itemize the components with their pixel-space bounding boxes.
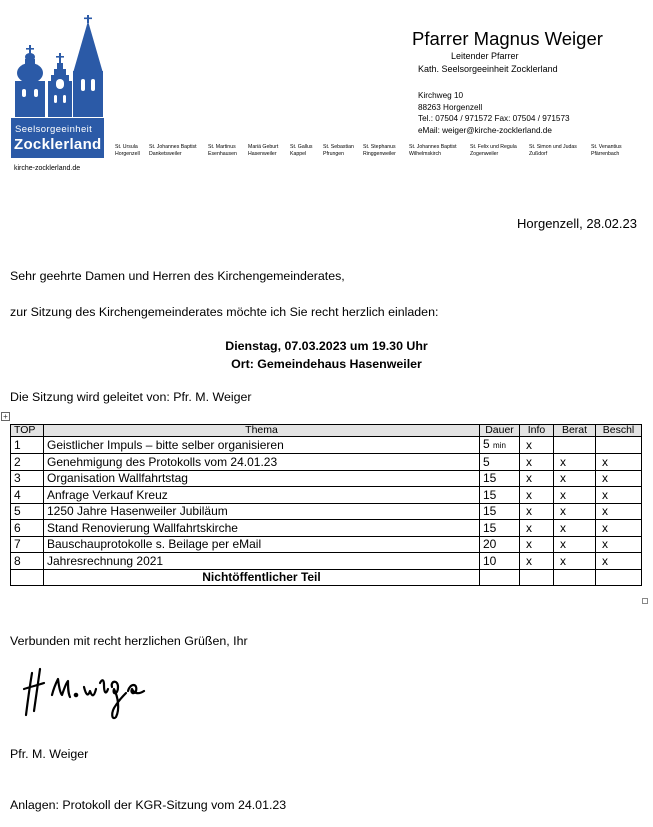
sender-email[interactable]: eMail: weiger@kirche-zocklerland.de	[418, 126, 552, 135]
row-beschl: x	[596, 470, 642, 487]
row-berat: x	[554, 536, 596, 553]
row-beschl	[596, 437, 642, 454]
table-move-handle[interactable]: +	[1, 412, 10, 421]
chair-text: Die Sitzung wird geleitet von: Pfr. M. Weiger	[10, 390, 252, 404]
parish-item: St. Stephanus Ringgenweiler	[363, 144, 396, 157]
signature-name: Pfr. M. Weiger	[10, 747, 89, 761]
parish-item: St. Felix und Regula Zogenweiler	[470, 144, 517, 157]
row-thema: Jahresrechnung 2021	[44, 553, 480, 570]
row-beschl: x	[596, 520, 642, 537]
row-berat: x	[554, 520, 596, 537]
row-top: 2	[11, 454, 44, 471]
sender-org: Kath. Seelsorgeeinheit Zocklerland	[418, 64, 558, 74]
row-top: 6	[11, 520, 44, 537]
row-info: x	[520, 454, 554, 471]
row-berat: x	[554, 454, 596, 471]
duration-unit: min	[493, 441, 506, 450]
row-info: x	[520, 470, 554, 487]
row-dauer-empty	[480, 569, 520, 586]
header-top: TOP	[11, 425, 44, 437]
row-info: x	[520, 437, 554, 454]
table-row	[11, 470, 642, 487]
row-dauer: 15	[480, 503, 520, 520]
row-top-empty	[11, 569, 44, 586]
table-row	[11, 553, 642, 570]
salutation: Sehr geehrte Damen und Herren des Kirchengemeinderates,	[10, 269, 345, 283]
handwritten-signature	[22, 665, 152, 725]
row-berat: x	[554, 553, 596, 570]
table-row	[11, 536, 642, 553]
meeting-date: Dienstag, 07.03.2023 um 19.30 Uhr	[225, 339, 428, 353]
parish-item: St. Sebastian Pfrungen	[323, 144, 354, 157]
row-dauer: 20	[480, 536, 520, 553]
row-top: 3	[11, 470, 44, 487]
row-info: x	[520, 536, 554, 553]
agenda-table	[10, 424, 642, 586]
header-beschl: Beschl	[596, 425, 642, 437]
sender-street: Kirchweg 10	[418, 91, 464, 100]
row-dauer: 5 min	[480, 437, 520, 454]
logo-line-1: Seelsorgeeinheit	[15, 124, 93, 135]
row-info: x	[520, 487, 554, 504]
row-berat: x	[554, 503, 596, 520]
website-link[interactable]: kirche-zocklerland.de	[14, 165, 81, 172]
table-header-row	[11, 425, 642, 437]
row-dauer: 15	[480, 520, 520, 537]
sender-name: Pfarrer Magnus Weiger	[412, 28, 603, 49]
table-row-non-public	[11, 569, 642, 586]
parish-item: St. Venantius Pfärrenbach	[591, 144, 622, 157]
row-beschl-empty	[596, 569, 642, 586]
row-berat	[554, 437, 596, 454]
row-top: 8	[11, 553, 44, 570]
parish-item: Mariä Geburt Hasenweiler	[248, 144, 279, 157]
row-thema: Bauschauprotokolle s. Beilage per eMail	[44, 536, 480, 553]
row-thema: Anfrage Verkauf Kreuz	[44, 487, 480, 504]
sender-role: Leitender Pfarrer	[451, 51, 519, 61]
row-top: 4	[11, 487, 44, 504]
place-date: Horgenzell, 28.02.23	[517, 216, 637, 231]
row-thema: Organisation Wallfahrtstag	[44, 470, 480, 487]
parish-item: St. Simon und Judas Zußdorf	[529, 144, 577, 157]
row-info: x	[520, 553, 554, 570]
header-info: Info	[520, 425, 554, 437]
church-logo-icon	[10, 15, 106, 119]
table-row	[11, 520, 642, 537]
row-thema: Geistlicher Impuls – bitte selber organisieren	[44, 437, 480, 454]
parish-item: St. Johannes Baptist Danketsweiler	[149, 144, 197, 157]
parish-item: St. Ursula Horgenzell	[115, 144, 140, 157]
row-info-empty	[520, 569, 554, 586]
row-beschl: x	[596, 553, 642, 570]
row-berat: x	[554, 487, 596, 504]
row-berat: x	[554, 470, 596, 487]
table-row	[11, 503, 642, 520]
parish-item: St. Johannes Baptist Wilhelmskirch	[409, 144, 457, 157]
table-resize-handle[interactable]	[642, 598, 648, 604]
row-dauer: 15	[480, 470, 520, 487]
non-public-label: Nichtöffentlicher Teil	[44, 569, 480, 586]
header-dauer: Dauer	[480, 425, 520, 437]
row-info: x	[520, 520, 554, 537]
row-top: 5	[11, 503, 44, 520]
closing-text: Verbunden mit recht herzlichen Grüßen, Ihr	[10, 634, 248, 648]
row-berat-empty	[554, 569, 596, 586]
row-beschl: x	[596, 503, 642, 520]
row-thema: Stand Renovierung Wallfahrtskirche	[44, 520, 480, 537]
parish-item: St. Martinus Esenhausen	[208, 144, 237, 157]
table-row	[11, 487, 642, 504]
row-thema: 1250 Jahre Hasenweiler Jubiläum	[44, 503, 480, 520]
header-thema: Thema	[44, 425, 480, 437]
intro-text: zur Sitzung des Kirchengemeinderates möchte ich Sie recht herzlich einladen:	[10, 305, 439, 319]
row-dauer: 10	[480, 553, 520, 570]
row-dauer: 5	[480, 454, 520, 471]
table-row	[11, 454, 642, 471]
row-thema: Genehmigung des Protokolls vom 24.01.23	[44, 454, 480, 471]
row-info: x	[520, 503, 554, 520]
sender-phone: Tel.: 07504 / 971572 Fax: 07504 / 971573	[418, 114, 570, 123]
logo-line-2: Zocklerland	[14, 136, 102, 153]
row-beschl: x	[596, 536, 642, 553]
table-row	[11, 437, 642, 454]
row-top: 1	[11, 437, 44, 454]
row-dauer: 15	[480, 487, 520, 504]
row-beschl: x	[596, 487, 642, 504]
parish-item: St. Gallus Kappel	[290, 144, 313, 157]
attachments: Anlagen: Protokoll der KGR-Sitzung vom 24.01.23	[10, 798, 287, 812]
row-beschl: x	[596, 454, 642, 471]
logo-wordmark	[11, 118, 104, 158]
meeting-place: Ort: Gemeindehaus Hasenweiler	[231, 357, 422, 371]
header-berat: Berat	[554, 425, 596, 437]
sender-city: 88263 Horgenzell	[418, 103, 483, 112]
row-top: 7	[11, 536, 44, 553]
